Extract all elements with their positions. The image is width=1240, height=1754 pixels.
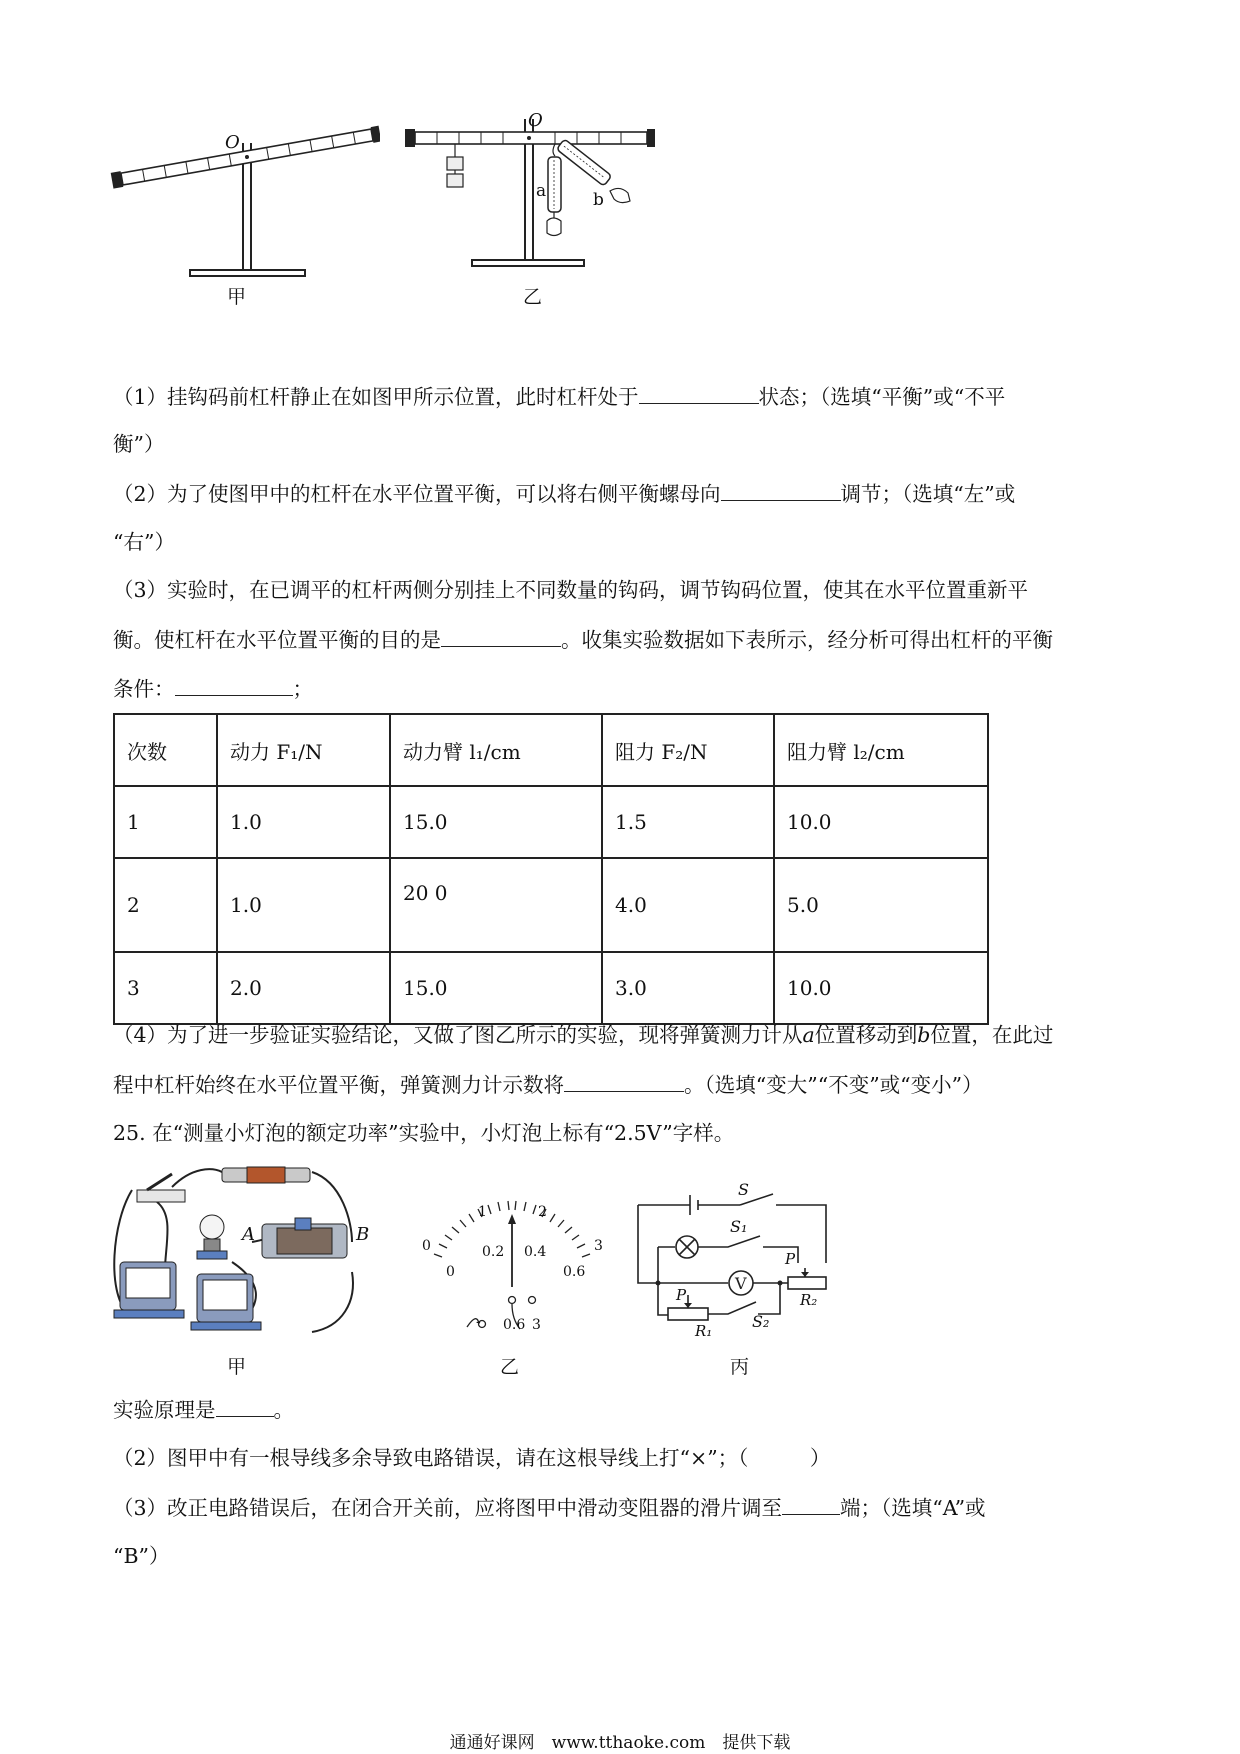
figure-caption-25-yi: 乙 bbox=[500, 1356, 520, 1378]
q24-item-3-line1: （3）实验时，在已调平的杠杆两侧分别挂上不同数量的钩码，调节钩码位置，使其在水平位置重新平 bbox=[113, 578, 1029, 602]
slider-P-right-label: P bbox=[785, 1250, 796, 1268]
q25-principle-blank[interactable] bbox=[216, 1394, 274, 1417]
q3-condition-label: 条件： bbox=[113, 677, 175, 701]
table-cell: 5.0 bbox=[774, 858, 988, 952]
table-cell: 10.0 bbox=[774, 952, 988, 1024]
table-header-cell: 动力臂 l₁/cm bbox=[390, 714, 602, 786]
table-cell: 4.0 bbox=[602, 858, 774, 952]
rheostat-end-A: A bbox=[242, 1224, 255, 1245]
pivot-label-jia: O bbox=[225, 132, 240, 153]
rheostat-end-B: B bbox=[356, 1224, 370, 1245]
table-cell: 1.0 bbox=[217, 858, 390, 952]
q3-text-end: 。收集实验数据如下表所示，经分析可得出杠杆的平衡 bbox=[561, 628, 1053, 652]
switch-S1-label: S₁ bbox=[730, 1217, 748, 1236]
scale-label-b: b bbox=[593, 190, 604, 210]
experiment-data-table bbox=[113, 713, 989, 1025]
pivot-label-yi: O bbox=[528, 110, 543, 131]
table-cell: 2.0 bbox=[217, 952, 390, 1024]
table-header-row bbox=[114, 714, 988, 786]
meter-bottom-scale-3: 0.6 bbox=[563, 1264, 586, 1280]
meter-top-scale-1: 1 bbox=[478, 1204, 487, 1220]
meter-bottom-scale-2: 0.4 bbox=[524, 1244, 547, 1260]
circuit-apparatus-figure bbox=[112, 1162, 382, 1342]
resistor-R1-label: R₁ bbox=[695, 1322, 713, 1340]
q25-p1-end: 。 bbox=[273, 1398, 294, 1422]
meter-top-scale-2: 2 bbox=[538, 1204, 547, 1220]
q4-answer-blank[interactable] bbox=[564, 1069, 684, 1092]
q1-answer-blank[interactable] bbox=[639, 381, 759, 404]
scale-label-a: a bbox=[536, 181, 547, 201]
q25-item-3-line2: “B”） bbox=[113, 1544, 170, 1568]
q3-purpose-blank[interactable] bbox=[441, 624, 561, 647]
slider-P-left-label: P bbox=[676, 1286, 687, 1304]
meter-top-scale-3: 3 bbox=[594, 1238, 603, 1254]
lever-figure-jia bbox=[110, 115, 380, 290]
table-cell: 2 bbox=[114, 858, 217, 952]
table-cell: 20 0 bbox=[390, 858, 602, 952]
table-row bbox=[114, 858, 988, 952]
q24-item-4-line1 bbox=[113, 1020, 1053, 1050]
table-row bbox=[114, 952, 988, 1024]
q3-text-start: 衡。使杠杆在水平位置平衡的目的是 bbox=[113, 628, 441, 652]
q25-p1-text: 实验原理是 bbox=[113, 1398, 216, 1422]
q24-item-3-line2 bbox=[113, 624, 1053, 655]
q25-item-2: （2）图甲中有一根导线多余导致电路错误，请在这根导线上打“×”；（ ） bbox=[113, 1446, 831, 1470]
q3-condition-end: ； bbox=[292, 677, 313, 701]
table-cell: 3 bbox=[114, 952, 217, 1024]
switch-S-label: S bbox=[738, 1180, 749, 1199]
q2-answer-blank[interactable] bbox=[721, 478, 841, 501]
table-cell: 15.0 bbox=[390, 786, 602, 858]
switch-S2-label: S₂ bbox=[752, 1312, 770, 1331]
q4-text-end: 位置，在此过 bbox=[930, 1023, 1054, 1047]
table-header-cell: 阻力臂 l₂/cm bbox=[774, 714, 988, 786]
table-cell: 1.5 bbox=[602, 786, 774, 858]
figure-caption-jia: 甲 bbox=[227, 286, 247, 308]
table-cell: 3.0 bbox=[602, 952, 774, 1024]
q24-item-1-line2: 衡”） bbox=[113, 432, 165, 456]
page-footer: 通通好课网 www.tthaoke.com 提供下载 bbox=[449, 1733, 791, 1753]
q4-position-b: b bbox=[917, 1023, 931, 1047]
q4-line2-start: 程中杠杆始终在水平位置平衡，弹簧测力计示数将 bbox=[113, 1073, 564, 1097]
q4-text-mid: 位置移动到 bbox=[814, 1023, 918, 1047]
q24-item-2-line1 bbox=[113, 478, 1015, 509]
q24-item-2-line2: “右”） bbox=[113, 530, 175, 554]
table-cell: 10.0 bbox=[774, 786, 988, 858]
meter-bottom-scale-1: 0.2 bbox=[482, 1244, 505, 1260]
figure-caption-25-bing: 丙 bbox=[730, 1356, 750, 1378]
circuit-schematic-figure bbox=[628, 1180, 843, 1340]
svg-text:V: V bbox=[735, 1274, 747, 1293]
q3-condition-blank[interactable] bbox=[175, 673, 293, 696]
lever-figure-yi bbox=[405, 115, 660, 275]
table-header-cell: 次数 bbox=[114, 714, 217, 786]
q25-p3-text-end: 端；（选填“A”或 bbox=[840, 1496, 986, 1520]
table-header-cell: 动力 F₁/N bbox=[217, 714, 390, 786]
meter-terminal-minus: - bbox=[476, 1314, 481, 1330]
meter-terminal-0-6: 0.6 bbox=[503, 1317, 526, 1333]
figure-caption-25-jia: 甲 bbox=[227, 1356, 247, 1378]
q25-title: 25. 在“测量小灯泡的额定功率”实验中，小灯泡上标有“2.5V”字样。 bbox=[113, 1121, 735, 1145]
table-row bbox=[114, 786, 988, 858]
meter-terminal-3: 3 bbox=[532, 1317, 541, 1333]
q24-item-3-line3 bbox=[113, 673, 313, 704]
q2-text-start: （2）为了使图甲中的杠杆在水平位置平衡，可以将右侧平衡螺母向 bbox=[113, 482, 721, 506]
q1-text-end: 状态；（选填“平衡”或“不平 bbox=[758, 385, 1006, 409]
q4-position-a: a bbox=[802, 1023, 815, 1047]
q25-item-3-line1 bbox=[113, 1492, 986, 1523]
q4-text-start: （4）为了进一步验证实验结论，又做了图乙所示的实验，现将弹簧测力计从 bbox=[113, 1023, 803, 1047]
q25-p3-text-start: （3）改正电路错误后，在闭合开关前，应将图甲中滑动变阻器的滑片调至 bbox=[113, 1496, 783, 1520]
figure-caption-yi: 乙 bbox=[523, 286, 543, 308]
q1-text-start: （1）挂钩码前杠杆静止在如图甲所示位置，此时杠杆处于 bbox=[113, 385, 639, 409]
table-cell: 1 bbox=[114, 786, 217, 858]
q24-item-4-line2 bbox=[113, 1069, 983, 1100]
q24-item-1-line1 bbox=[113, 381, 1005, 412]
q25-item-1 bbox=[113, 1394, 294, 1425]
q2-text-end: 调节；（选填“左”或 bbox=[840, 482, 1016, 506]
q4-line2-end: 。（选填“变大”“不变”或“变小”） bbox=[684, 1073, 983, 1097]
table-header-cell: 阻力 F₂/N bbox=[602, 714, 774, 786]
meter-top-scale-0: 0 bbox=[422, 1238, 431, 1254]
table-cell: 15.0 bbox=[390, 952, 602, 1024]
meter-bottom-scale-0: 0 bbox=[446, 1264, 455, 1280]
table-cell: 1.0 bbox=[217, 786, 390, 858]
q25-slider-end-blank[interactable] bbox=[782, 1492, 840, 1515]
resistor-R2-label: R₂ bbox=[800, 1291, 818, 1309]
